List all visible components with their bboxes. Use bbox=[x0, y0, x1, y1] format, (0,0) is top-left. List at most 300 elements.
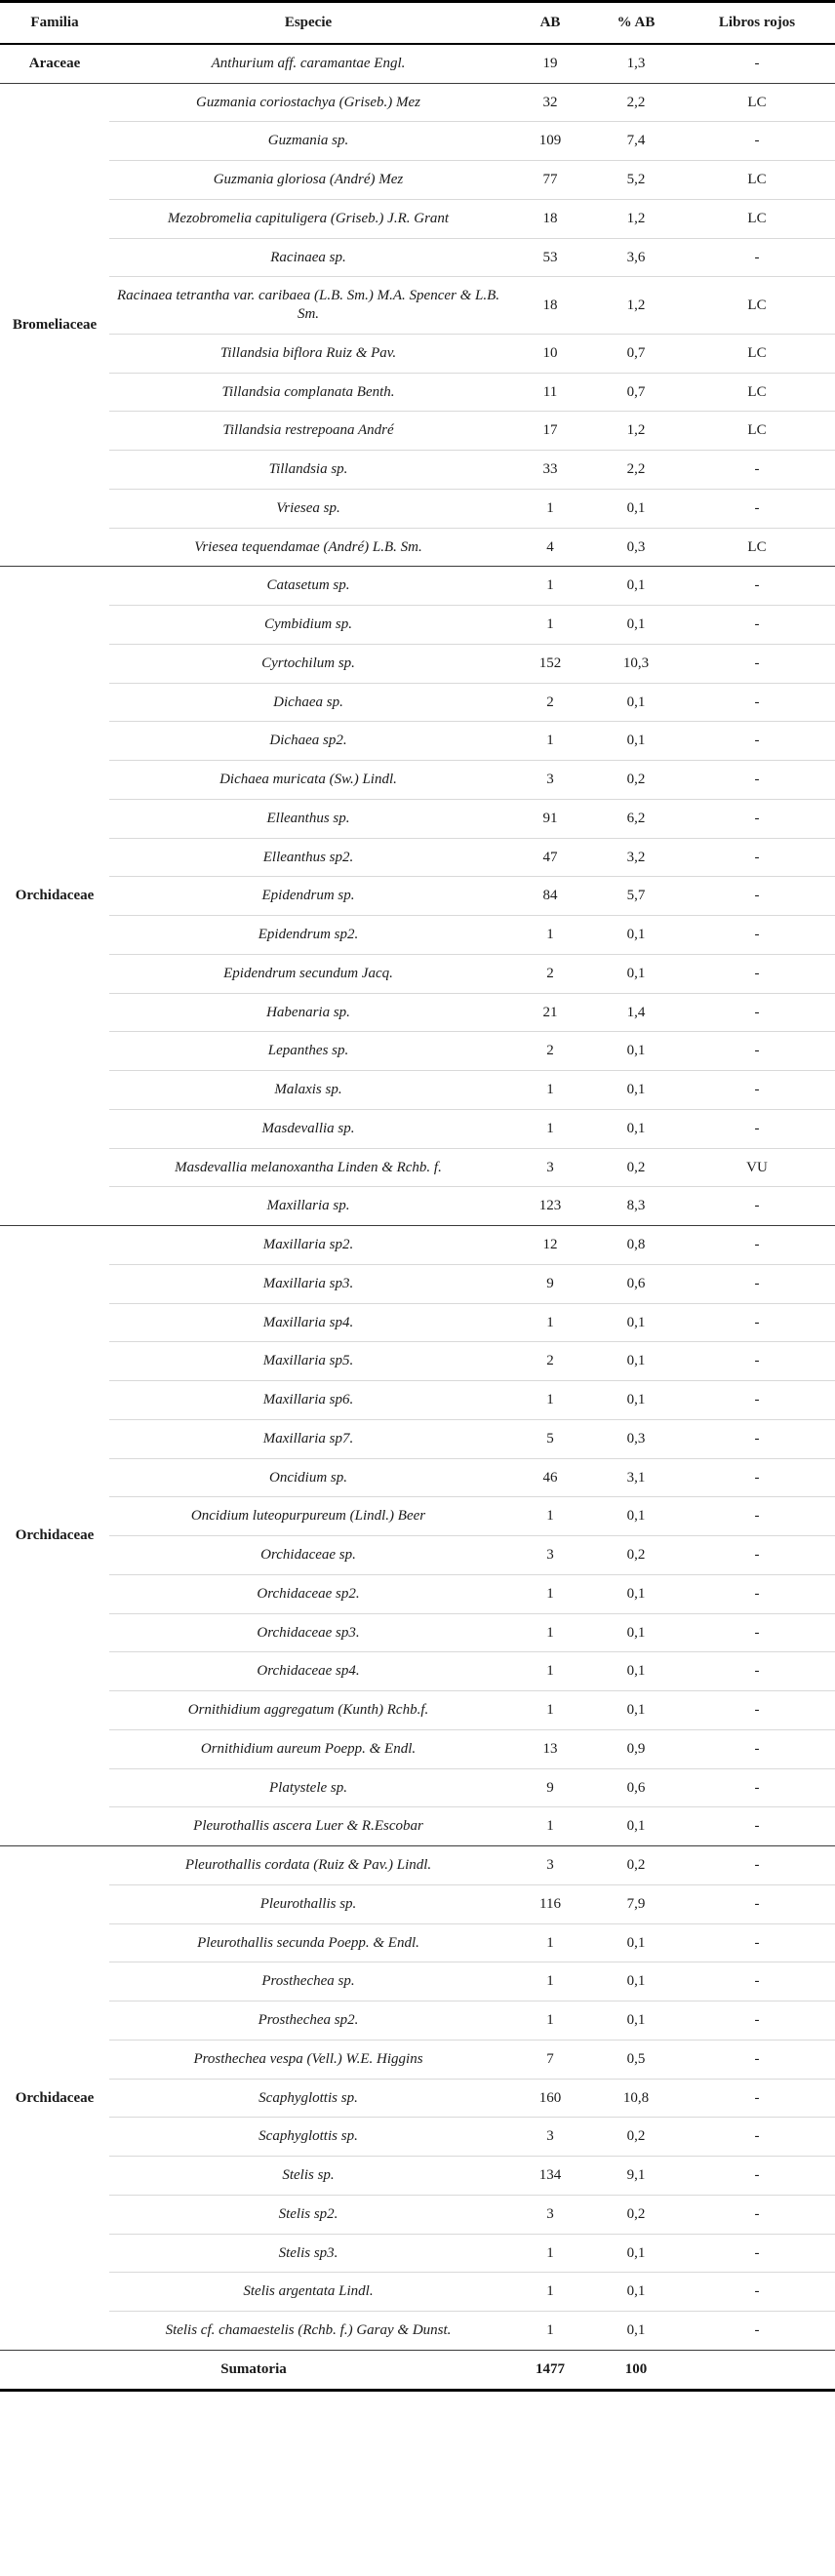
ab-cell: 1 bbox=[507, 1497, 593, 1536]
ab-cell: 1 bbox=[507, 1807, 593, 1846]
especie-cell: Orchidaceae sp. bbox=[109, 1536, 507, 1575]
table-row bbox=[0, 1729, 835, 1768]
ab-cell: 19 bbox=[507, 44, 593, 83]
especie-cell: Oncidium luteopurpureum (Lindl.) Beer bbox=[109, 1497, 507, 1536]
libros-rojos-cell: - bbox=[679, 44, 835, 83]
libros-rojos-cell: - bbox=[679, 838, 835, 877]
total-pct-ab: 100 bbox=[593, 2350, 679, 2390]
pct-ab-cell: 0,1 bbox=[593, 1071, 679, 1110]
ab-cell: 1 bbox=[507, 1574, 593, 1613]
table-row bbox=[0, 334, 835, 373]
ab-cell: 47 bbox=[507, 838, 593, 877]
total-ab: 1477 bbox=[507, 2350, 593, 2390]
ab-cell: 18 bbox=[507, 277, 593, 335]
table-row bbox=[0, 122, 835, 161]
pct-ab-cell: 0,3 bbox=[593, 528, 679, 567]
table-row bbox=[0, 1226, 835, 1265]
table-row bbox=[0, 2040, 835, 2079]
ab-cell: 3 bbox=[507, 1148, 593, 1187]
pct-ab-cell: 0,1 bbox=[593, 1497, 679, 1536]
especie-cell: Tillandsia restrepoana André bbox=[109, 412, 507, 451]
especie-cell: Guzmania gloriosa (André) Mez bbox=[109, 161, 507, 200]
libros-rojos-cell: - bbox=[679, 489, 835, 528]
especie-cell: Guzmania sp. bbox=[109, 122, 507, 161]
table-row bbox=[0, 2273, 835, 2312]
libros-rojos-cell: LC bbox=[679, 199, 835, 238]
pct-ab-cell: 0,2 bbox=[593, 1536, 679, 1575]
pct-ab-cell: 0,1 bbox=[593, 1962, 679, 2001]
col-header-familia: Familia bbox=[0, 2, 109, 44]
pct-ab-cell: 10,3 bbox=[593, 644, 679, 683]
libros-rojos-cell: - bbox=[679, 1226, 835, 1265]
especie-cell: Ornithidium aggregatum (Kunth) Rchb.f. bbox=[109, 1691, 507, 1730]
pct-ab-cell: 3,6 bbox=[593, 238, 679, 277]
libros-rojos-cell: - bbox=[679, 799, 835, 838]
table-row bbox=[0, 199, 835, 238]
especie-cell: Stelis sp2. bbox=[109, 2195, 507, 2234]
especie-cell: Masdevallia melanoxantha Linden & Rchb. f. bbox=[109, 1148, 507, 1187]
especie-cell: Guzmania coriostachya (Griseb.) Mez bbox=[109, 83, 507, 122]
pct-ab-cell: 0,1 bbox=[593, 1032, 679, 1071]
especie-cell: Ornithidium aureum Poepp. & Endl. bbox=[109, 1729, 507, 1768]
pct-ab-cell: 8,3 bbox=[593, 1187, 679, 1226]
table-row bbox=[0, 1768, 835, 1807]
especie-cell: Epidendrum sp. bbox=[109, 877, 507, 916]
libros-rojos-cell: - bbox=[679, 1962, 835, 2001]
libros-rojos-cell: - bbox=[679, 1497, 835, 1536]
pct-ab-cell: 1,4 bbox=[593, 993, 679, 1032]
ab-cell: 1 bbox=[507, 2273, 593, 2312]
especie-cell: Pleurothallis ascera Luer & R.Escobar bbox=[109, 1807, 507, 1846]
table-row bbox=[0, 567, 835, 606]
ab-cell: 1 bbox=[507, 1613, 593, 1652]
libros-rojos-cell: - bbox=[679, 2273, 835, 2312]
table-row bbox=[0, 2195, 835, 2234]
ab-cell: 91 bbox=[507, 799, 593, 838]
ab-cell: 2 bbox=[507, 1342, 593, 1381]
pct-ab-cell: 0,2 bbox=[593, 1846, 679, 1885]
table-row bbox=[0, 1458, 835, 1497]
pct-ab-cell: 0,1 bbox=[593, 2001, 679, 2041]
table-row bbox=[0, 277, 835, 335]
ab-cell: 17 bbox=[507, 412, 593, 451]
pct-ab-cell: 7,4 bbox=[593, 122, 679, 161]
ab-cell: 1 bbox=[507, 916, 593, 955]
familia-cell: Orchidaceae bbox=[0, 1226, 109, 1846]
pct-ab-cell: 0,6 bbox=[593, 1768, 679, 1807]
table-row bbox=[0, 1187, 835, 1226]
ab-cell: 9 bbox=[507, 1264, 593, 1303]
ab-cell: 18 bbox=[507, 199, 593, 238]
libros-rojos-cell: - bbox=[679, 916, 835, 955]
libros-rojos-cell: - bbox=[679, 122, 835, 161]
libros-rojos-cell: - bbox=[679, 2312, 835, 2351]
pct-ab-cell: 0,2 bbox=[593, 761, 679, 800]
table-row bbox=[0, 877, 835, 916]
libros-rojos-cell: - bbox=[679, 2157, 835, 2196]
libros-rojos-cell: - bbox=[679, 1303, 835, 1342]
pct-ab-cell: 0,1 bbox=[593, 722, 679, 761]
especie-cell: Scaphyglottis sp. bbox=[109, 2079, 507, 2118]
table-row bbox=[0, 1691, 835, 1730]
pct-ab-cell: 0,1 bbox=[593, 954, 679, 993]
ab-cell: 4 bbox=[507, 528, 593, 567]
especie-cell: Racinaea sp. bbox=[109, 238, 507, 277]
table-row bbox=[0, 2312, 835, 2351]
especie-cell: Prosthechea sp2. bbox=[109, 2001, 507, 2041]
libros-rojos-cell: - bbox=[679, 761, 835, 800]
ab-cell: 53 bbox=[507, 238, 593, 277]
table-row bbox=[0, 993, 835, 1032]
libros-rojos-cell: - bbox=[679, 954, 835, 993]
pct-ab-cell: 2,2 bbox=[593, 83, 679, 122]
especie-cell: Platystele sp. bbox=[109, 1768, 507, 1807]
table-row bbox=[0, 238, 835, 277]
familia-cell: Orchidaceae bbox=[0, 1846, 109, 2351]
especie-cell: Lepanthes sp. bbox=[109, 1032, 507, 1071]
pct-ab-cell: 0,3 bbox=[593, 1419, 679, 1458]
especie-cell: Stelis argentata Lindl. bbox=[109, 2273, 507, 2312]
libros-rojos-cell: - bbox=[679, 1187, 835, 1226]
libros-rojos-cell: LC bbox=[679, 83, 835, 122]
table-row bbox=[0, 1884, 835, 1923]
especie-cell: Catasetum sp. bbox=[109, 567, 507, 606]
pct-ab-cell: 10,8 bbox=[593, 2079, 679, 2118]
ab-cell: 1 bbox=[507, 1691, 593, 1730]
libros-rojos-cell: - bbox=[679, 451, 835, 490]
especie-cell: Dichaea sp2. bbox=[109, 722, 507, 761]
pct-ab-cell: 0,1 bbox=[593, 2312, 679, 2351]
pct-ab-cell: 6,2 bbox=[593, 799, 679, 838]
libros-rojos-cell: LC bbox=[679, 373, 835, 412]
table-row bbox=[0, 1613, 835, 1652]
libros-rojos-cell: - bbox=[679, 1691, 835, 1730]
ab-cell: 1 bbox=[507, 1109, 593, 1148]
table-row bbox=[0, 1807, 835, 1846]
pct-ab-cell: 9,1 bbox=[593, 2157, 679, 2196]
libros-rojos-cell: LC bbox=[679, 412, 835, 451]
table-row bbox=[0, 606, 835, 645]
ab-cell: 160 bbox=[507, 2079, 593, 2118]
pct-ab-cell: 0,1 bbox=[593, 1652, 679, 1691]
familia-cell: Bromeliaceae bbox=[0, 83, 109, 567]
pct-ab-cell: 0,7 bbox=[593, 373, 679, 412]
pct-ab-cell: 0,1 bbox=[593, 1613, 679, 1652]
libros-rojos-cell: - bbox=[679, 1381, 835, 1420]
ab-cell: 3 bbox=[507, 2195, 593, 2234]
pct-ab-cell: 0,1 bbox=[593, 1574, 679, 1613]
ab-cell: 116 bbox=[507, 1884, 593, 1923]
col-header-especie: Especie bbox=[109, 2, 507, 44]
pct-ab-cell: 0,1 bbox=[593, 567, 679, 606]
libros-rojos-cell: - bbox=[679, 2234, 835, 2273]
libros-rojos-cell: - bbox=[679, 644, 835, 683]
ab-cell: 123 bbox=[507, 1187, 593, 1226]
table-row bbox=[0, 1419, 835, 1458]
ab-cell: 32 bbox=[507, 83, 593, 122]
especie-cell: Habenaria sp. bbox=[109, 993, 507, 1032]
libros-rojos-cell: - bbox=[679, 1032, 835, 1071]
table-row bbox=[0, 1962, 835, 2001]
pct-ab-cell: 5,2 bbox=[593, 161, 679, 200]
pct-ab-cell: 0,8 bbox=[593, 1226, 679, 1265]
pct-ab-cell: 7,9 bbox=[593, 1884, 679, 1923]
especie-cell: Maxillaria sp6. bbox=[109, 1381, 507, 1420]
especie-cell: Cymbidium sp. bbox=[109, 606, 507, 645]
familia-cell: Orchidaceae bbox=[0, 567, 109, 1226]
col-header-libros-rojos: Libros rojos bbox=[679, 2, 835, 44]
pct-ab-cell: 0,1 bbox=[593, 1303, 679, 1342]
especie-cell: Dichaea muricata (Sw.) Lindl. bbox=[109, 761, 507, 800]
libros-rojos-cell: - bbox=[679, 683, 835, 722]
libros-rojos-cell: - bbox=[679, 1652, 835, 1691]
libros-rojos-cell: LC bbox=[679, 277, 835, 335]
especie-cell: Racinaea tetrantha var. caribaea (L.B. Sm.) M.A. Spencer & L.B. Sm. bbox=[109, 277, 507, 335]
table-row bbox=[0, 2079, 835, 2118]
especie-cell: Maxillaria sp5. bbox=[109, 1342, 507, 1381]
pct-ab-cell: 2,2 bbox=[593, 451, 679, 490]
table-row bbox=[0, 799, 835, 838]
col-header-ab: AB bbox=[507, 2, 593, 44]
ab-cell: 1 bbox=[507, 1652, 593, 1691]
libros-rojos-cell: - bbox=[679, 1264, 835, 1303]
libros-rojos-cell: - bbox=[679, 1729, 835, 1768]
ab-cell: 1 bbox=[507, 2312, 593, 2351]
table-row bbox=[0, 1923, 835, 1962]
ab-cell: 1 bbox=[507, 722, 593, 761]
especie-cell: Maxillaria sp3. bbox=[109, 1264, 507, 1303]
especie-cell: Maxillaria sp. bbox=[109, 1187, 507, 1226]
libros-rojos-cell: - bbox=[679, 1419, 835, 1458]
table-row bbox=[0, 83, 835, 122]
pct-ab-cell: 3,1 bbox=[593, 1458, 679, 1497]
pct-ab-cell: 0,2 bbox=[593, 2118, 679, 2157]
libros-rojos-cell: LC bbox=[679, 334, 835, 373]
especie-cell: Pleurothallis cordata (Ruiz & Pav.) Lindl. bbox=[109, 1846, 507, 1885]
especie-cell: Orchidaceae sp3. bbox=[109, 1613, 507, 1652]
sumatoria-label: Sumatoria bbox=[0, 2350, 507, 2390]
familia-cell: Araceae bbox=[0, 44, 109, 83]
ab-cell: 77 bbox=[507, 161, 593, 200]
total-libros-rojos bbox=[679, 2350, 835, 2390]
libros-rojos-cell: - bbox=[679, 238, 835, 277]
pct-ab-cell: 0,2 bbox=[593, 1148, 679, 1187]
especie-cell: Epidendrum sp2. bbox=[109, 916, 507, 955]
table-row bbox=[0, 2234, 835, 2273]
pct-ab-cell: 0,1 bbox=[593, 1807, 679, 1846]
libros-rojos-cell: - bbox=[679, 2001, 835, 2041]
ab-cell: 2 bbox=[507, 1032, 593, 1071]
libros-rojos-cell: - bbox=[679, 2040, 835, 2079]
libros-rojos-cell: - bbox=[679, 1574, 835, 1613]
ab-cell: 1 bbox=[507, 489, 593, 528]
pct-ab-cell: 1,3 bbox=[593, 44, 679, 83]
especie-cell: Malaxis sp. bbox=[109, 1071, 507, 1110]
table-row bbox=[0, 1652, 835, 1691]
pct-ab-cell: 0,6 bbox=[593, 1264, 679, 1303]
ab-cell: 1 bbox=[507, 1071, 593, 1110]
especie-cell: Elleanthus sp. bbox=[109, 799, 507, 838]
table-row bbox=[0, 916, 835, 955]
ab-cell: 21 bbox=[507, 993, 593, 1032]
ab-cell: 2 bbox=[507, 954, 593, 993]
table-row bbox=[0, 1536, 835, 1575]
libros-rojos-cell: - bbox=[679, 1884, 835, 1923]
pct-ab-cell: 1,2 bbox=[593, 277, 679, 335]
table-row bbox=[0, 838, 835, 877]
especie-cell: Orchidaceae sp2. bbox=[109, 1574, 507, 1613]
pct-ab-cell: 0,1 bbox=[593, 1109, 679, 1148]
especie-cell: Maxillaria sp7. bbox=[109, 1419, 507, 1458]
ab-cell: 1 bbox=[507, 567, 593, 606]
ab-cell: 1 bbox=[507, 606, 593, 645]
especie-cell: Vriesea sp. bbox=[109, 489, 507, 528]
libros-rojos-cell: - bbox=[679, 2195, 835, 2234]
ab-cell: 10 bbox=[507, 334, 593, 373]
pct-ab-cell: 0,7 bbox=[593, 334, 679, 373]
ab-cell: 1 bbox=[507, 2001, 593, 2041]
especie-cell: Scaphyglottis sp. bbox=[109, 2118, 507, 2157]
ab-cell: 11 bbox=[507, 373, 593, 412]
especie-cell: Elleanthus sp2. bbox=[109, 838, 507, 877]
libros-rojos-cell: - bbox=[679, 567, 835, 606]
especie-cell: Orchidaceae sp4. bbox=[109, 1652, 507, 1691]
especie-cell: Maxillaria sp2. bbox=[109, 1226, 507, 1265]
table-row bbox=[0, 1846, 835, 1885]
pct-ab-cell: 0,1 bbox=[593, 1381, 679, 1420]
libros-rojos-cell: - bbox=[679, 1071, 835, 1110]
pct-ab-cell: 1,2 bbox=[593, 199, 679, 238]
table-row bbox=[0, 1497, 835, 1536]
col-header-pct-ab: % AB bbox=[593, 2, 679, 44]
especie-cell: Pleurothallis secunda Poepp. & Endl. bbox=[109, 1923, 507, 1962]
pct-ab-cell: 0,1 bbox=[593, 2234, 679, 2273]
especie-cell: Prosthechea sp. bbox=[109, 1962, 507, 2001]
ab-cell: 13 bbox=[507, 1729, 593, 1768]
table-row bbox=[0, 1032, 835, 1071]
libros-rojos-cell: - bbox=[679, 722, 835, 761]
table-row bbox=[0, 489, 835, 528]
table-row bbox=[0, 1071, 835, 1110]
especie-cell: Cyrtochilum sp. bbox=[109, 644, 507, 683]
ab-cell: 109 bbox=[507, 122, 593, 161]
libros-rojos-cell: - bbox=[679, 1923, 835, 1962]
table-row bbox=[0, 1342, 835, 1381]
libros-rojos-cell: - bbox=[679, 2118, 835, 2157]
table-row bbox=[0, 1109, 835, 1148]
libros-rojos-cell: - bbox=[679, 1768, 835, 1807]
table-row bbox=[0, 2118, 835, 2157]
pct-ab-cell: 0,1 bbox=[593, 489, 679, 528]
ab-cell: 33 bbox=[507, 451, 593, 490]
pct-ab-cell: 5,7 bbox=[593, 877, 679, 916]
ab-cell: 1 bbox=[507, 1303, 593, 1342]
table-row bbox=[0, 1574, 835, 1613]
pct-ab-cell: 0,1 bbox=[593, 1691, 679, 1730]
table-row bbox=[0, 161, 835, 200]
ab-cell: 84 bbox=[507, 877, 593, 916]
libros-rojos-cell: - bbox=[679, 993, 835, 1032]
libros-rojos-cell: - bbox=[679, 877, 835, 916]
especie-cell: Tillandsia sp. bbox=[109, 451, 507, 490]
libros-rojos-cell: LC bbox=[679, 528, 835, 567]
table-row bbox=[0, 412, 835, 451]
ab-cell: 9 bbox=[507, 1768, 593, 1807]
table-row bbox=[0, 1381, 835, 1420]
ab-cell: 12 bbox=[507, 1226, 593, 1265]
ab-cell: 7 bbox=[507, 2040, 593, 2079]
table-row bbox=[0, 1264, 835, 1303]
table-row bbox=[0, 722, 835, 761]
ab-cell: 1 bbox=[507, 2234, 593, 2273]
table-row bbox=[0, 954, 835, 993]
pct-ab-cell: 0,1 bbox=[593, 1923, 679, 1962]
especie-cell: Masdevallia sp. bbox=[109, 1109, 507, 1148]
especie-cell: Mezobromelia capituligera (Griseb.) J.R. Grant bbox=[109, 199, 507, 238]
libros-rojos-cell: - bbox=[679, 1458, 835, 1497]
especie-cell: Oncidium sp. bbox=[109, 1458, 507, 1497]
especie-cell: Tillandsia biflora Ruiz & Pav. bbox=[109, 334, 507, 373]
libros-rojos-cell: VU bbox=[679, 1148, 835, 1187]
ab-cell: 3 bbox=[507, 761, 593, 800]
especie-cell: Anthurium aff. caramantae Engl. bbox=[109, 44, 507, 83]
especie-cell: Dichaea sp. bbox=[109, 683, 507, 722]
header-row bbox=[0, 2, 835, 44]
ab-cell: 152 bbox=[507, 644, 593, 683]
libros-rojos-cell: - bbox=[679, 1109, 835, 1148]
libros-rojos-cell: - bbox=[679, 1846, 835, 1885]
especie-cell: Tillandsia complanata Benth. bbox=[109, 373, 507, 412]
libros-rojos-cell: - bbox=[679, 1536, 835, 1575]
ab-cell: 3 bbox=[507, 1536, 593, 1575]
table-row bbox=[0, 644, 835, 683]
pct-ab-cell: 0,1 bbox=[593, 1342, 679, 1381]
ab-cell: 5 bbox=[507, 1419, 593, 1458]
pct-ab-cell: 0,1 bbox=[593, 2273, 679, 2312]
pct-ab-cell: 0,9 bbox=[593, 1729, 679, 1768]
pct-ab-cell: 0,5 bbox=[593, 2040, 679, 2079]
table-row bbox=[0, 761, 835, 800]
table-row bbox=[0, 2001, 835, 2041]
especie-cell: Epidendrum secundum Jacq. bbox=[109, 954, 507, 993]
pct-ab-cell: 0,2 bbox=[593, 2195, 679, 2234]
libros-rojos-cell: - bbox=[679, 606, 835, 645]
especie-cell: Pleurothallis sp. bbox=[109, 1884, 507, 1923]
table-row bbox=[0, 1303, 835, 1342]
especie-cell: Prosthechea vespa (Vell.) W.E. Higgins bbox=[109, 2040, 507, 2079]
table-row bbox=[0, 451, 835, 490]
ab-cell: 2 bbox=[507, 683, 593, 722]
table-row bbox=[0, 44, 835, 83]
table-row bbox=[0, 2157, 835, 2196]
pct-ab-cell: 0,1 bbox=[593, 916, 679, 955]
pct-ab-cell: 1,2 bbox=[593, 412, 679, 451]
libros-rojos-cell: - bbox=[679, 1613, 835, 1652]
ab-cell: 3 bbox=[507, 2118, 593, 2157]
libros-rojos-cell: - bbox=[679, 2079, 835, 2118]
table-row bbox=[0, 1148, 835, 1187]
libros-rojos-cell: - bbox=[679, 1807, 835, 1846]
libros-rojos-cell: LC bbox=[679, 161, 835, 200]
table-row bbox=[0, 528, 835, 567]
ab-cell: 1 bbox=[507, 1923, 593, 1962]
footer-row bbox=[0, 2350, 835, 2390]
table-row bbox=[0, 373, 835, 412]
pct-ab-cell: 0,1 bbox=[593, 606, 679, 645]
especie-cell: Stelis cf. chamaestelis (Rchb. f.) Garay & Dunst. bbox=[109, 2312, 507, 2351]
ab-cell: 134 bbox=[507, 2157, 593, 2196]
ab-cell: 1 bbox=[507, 1962, 593, 2001]
